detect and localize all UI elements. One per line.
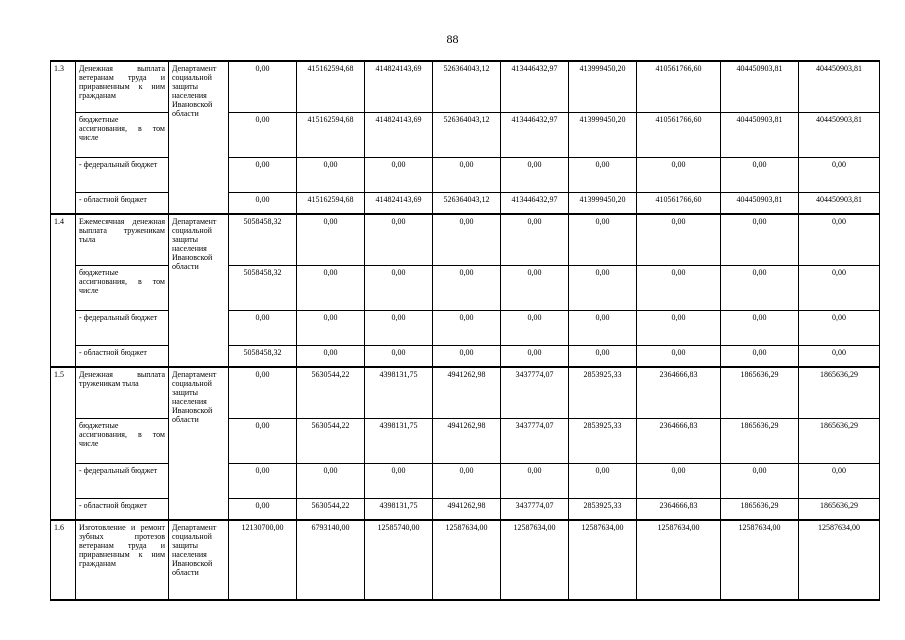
amount-cell: 5058458,32 — [229, 214, 297, 265]
amount-cell: 0,00 — [569, 463, 637, 498]
amount-cell: 1865636,29 — [799, 367, 880, 418]
measure-name: Ежемесячная денежная выплата труженикам тыла — [76, 214, 169, 265]
funding-source-label: - федеральный бюджет — [76, 463, 169, 498]
row-number: 1.6 — [51, 520, 76, 600]
amount-cell: 5630544,22 — [297, 498, 365, 520]
amount-cell: 12587634,00 — [433, 520, 501, 600]
measure-name: Денежная выплата ветеранам труда и приравненным к ним гражданам — [76, 61, 169, 112]
amount-cell: 526364043,12 — [433, 112, 501, 157]
amount-cell: 404450903,81 — [721, 61, 799, 112]
amount-cell: 0,00 — [569, 310, 637, 345]
measure-name: Денежная выплата труженикам тыла — [76, 367, 169, 418]
row-number: 1.3 — [51, 61, 76, 214]
budget-table — [50, 60, 880, 601]
amount-cell: 0,00 — [433, 214, 501, 265]
amount-cell: 1865636,29 — [799, 418, 880, 463]
amount-cell: 0,00 — [501, 310, 569, 345]
amount-cell: 0,00 — [637, 214, 721, 265]
funding-source-label: - федеральный бюджет — [76, 310, 169, 345]
amount-cell: 2853925,33 — [569, 418, 637, 463]
amount-cell: 0,00 — [297, 310, 365, 345]
amount-cell: 0,00 — [637, 265, 721, 310]
amount-cell: 0,00 — [433, 345, 501, 367]
amount-cell: 413999450,20 — [569, 112, 637, 157]
amount-cell: 0,00 — [721, 157, 799, 192]
amount-cell: 0,00 — [297, 345, 365, 367]
amount-cell: 0,00 — [229, 61, 297, 112]
amount-cell: 526364043,12 — [433, 61, 501, 112]
amount-cell: 1865636,29 — [721, 418, 799, 463]
funding-source-label: - областной бюджет — [76, 345, 169, 367]
funding-source-label: - областной бюджет — [76, 498, 169, 520]
amount-cell: 2853925,33 — [569, 498, 637, 520]
amount-cell: 0,00 — [365, 214, 433, 265]
amount-cell: 0,00 — [229, 192, 297, 214]
amount-cell: 12130700,00 — [229, 520, 297, 600]
responsible-department: Департамент социальной защиты населения Ивановской области — [169, 214, 229, 367]
amount-cell: 0,00 — [569, 265, 637, 310]
amount-cell: 0,00 — [637, 310, 721, 345]
amount-cell: 415162594,68 — [297, 61, 365, 112]
amount-cell: 0,00 — [229, 112, 297, 157]
amount-cell: 0,00 — [721, 345, 799, 367]
amount-cell: 0,00 — [229, 367, 297, 418]
amount-cell: 410561766,60 — [637, 61, 721, 112]
amount-cell: 413446432,97 — [501, 112, 569, 157]
amount-cell: 1865636,29 — [799, 498, 880, 520]
table-row — [51, 61, 880, 112]
amount-cell: 0,00 — [297, 265, 365, 310]
amount-cell: 5630544,22 — [297, 367, 365, 418]
amount-cell: 0,00 — [799, 214, 880, 265]
amount-cell: 2853925,33 — [569, 367, 637, 418]
amount-cell: 0,00 — [229, 157, 297, 192]
amount-cell: 415162594,68 — [297, 112, 365, 157]
amount-cell: 0,00 — [721, 214, 799, 265]
amount-cell: 404450903,81 — [721, 112, 799, 157]
amount-cell: 1865636,29 — [721, 498, 799, 520]
funding-source-label: бюджетные ассигнования, в том числе — [76, 418, 169, 463]
amount-cell: 1865636,29 — [721, 367, 799, 418]
measure-name: Изготовление и ремонт зубных протезов ветеранам труда и приравненным к ним гражданам — [76, 520, 169, 600]
funding-source-label: - федеральный бюджет — [76, 157, 169, 192]
amount-cell: 404450903,81 — [799, 192, 880, 214]
amount-cell: 2364666,83 — [637, 498, 721, 520]
amount-cell: 5058458,32 — [229, 345, 297, 367]
amount-cell: 0,00 — [365, 345, 433, 367]
table-row — [51, 214, 880, 265]
amount-cell: 0,00 — [433, 310, 501, 345]
page-number: 88 — [446, 32, 459, 46]
amount-cell: 413446432,97 — [501, 192, 569, 214]
amount-cell: 414824143,69 — [365, 192, 433, 214]
amount-cell: 404450903,81 — [799, 112, 880, 157]
amount-cell: 0,00 — [637, 463, 721, 498]
amount-cell: 0,00 — [433, 157, 501, 192]
amount-cell: 0,00 — [799, 310, 880, 345]
amount-cell: 0,00 — [799, 463, 880, 498]
row-number: 1.5 — [51, 367, 76, 520]
amount-cell: 0,00 — [721, 310, 799, 345]
amount-cell: 0,00 — [501, 265, 569, 310]
amount-cell: 0,00 — [433, 265, 501, 310]
amount-cell: 12587634,00 — [501, 520, 569, 600]
amount-cell: 2364666,83 — [637, 367, 721, 418]
amount-cell: 0,00 — [569, 157, 637, 192]
amount-cell: 12585740,00 — [365, 520, 433, 600]
amount-cell: 413999450,20 — [569, 61, 637, 112]
amount-cell: 0,00 — [297, 463, 365, 498]
amount-cell: 0,00 — [637, 157, 721, 192]
amount-cell: 5058458,32 — [229, 265, 297, 310]
amount-cell: 0,00 — [365, 310, 433, 345]
amount-cell: 2364666,83 — [637, 418, 721, 463]
amount-cell: 6793140,00 — [297, 520, 365, 600]
amount-cell: 0,00 — [721, 463, 799, 498]
amount-cell: 526364043,12 — [433, 192, 501, 214]
amount-cell: 414824143,69 — [365, 61, 433, 112]
amount-cell: 3437774,07 — [501, 367, 569, 418]
amount-cell: 0,00 — [501, 345, 569, 367]
funding-source-label: бюджетные ассигнования, в том числе — [76, 265, 169, 310]
amount-cell: 414824143,69 — [365, 112, 433, 157]
amount-cell: 12587634,00 — [637, 520, 721, 600]
amount-cell: 3437774,07 — [501, 498, 569, 520]
amount-cell: 0,00 — [229, 310, 297, 345]
responsible-department: Департамент социальной защиты населения Ивановской области — [169, 367, 229, 520]
amount-cell: 0,00 — [229, 463, 297, 498]
amount-cell: 0,00 — [501, 463, 569, 498]
amount-cell: 5630544,22 — [297, 418, 365, 463]
amount-cell: 413999450,20 — [569, 192, 637, 214]
table-row — [51, 367, 880, 418]
amount-cell: 0,00 — [569, 214, 637, 265]
amount-cell: 0,00 — [297, 157, 365, 192]
amount-cell: 0,00 — [799, 157, 880, 192]
amount-cell: 4941262,98 — [433, 418, 501, 463]
amount-cell: 4941262,98 — [433, 498, 501, 520]
table-row — [51, 520, 880, 600]
amount-cell: 4398131,75 — [365, 498, 433, 520]
table-body — [51, 61, 880, 600]
amount-cell: 0,00 — [501, 157, 569, 192]
amount-cell: 415162594,68 — [297, 192, 365, 214]
amount-cell: 0,00 — [229, 418, 297, 463]
amount-cell: 410561766,60 — [637, 192, 721, 214]
amount-cell: 410561766,60 — [637, 112, 721, 157]
amount-cell: 413446432,97 — [501, 61, 569, 112]
row-number: 1.4 — [51, 214, 76, 367]
amount-cell: 0,00 — [799, 265, 880, 310]
amount-cell: 0,00 — [569, 345, 637, 367]
amount-cell: 0,00 — [365, 157, 433, 192]
amount-cell: 0,00 — [799, 345, 880, 367]
funding-source-label: бюджетные ассигнования, в том числе — [76, 112, 169, 157]
amount-cell: 4941262,98 — [433, 367, 501, 418]
amount-cell: 0,00 — [637, 345, 721, 367]
amount-cell: 12587634,00 — [569, 520, 637, 600]
responsible-department: Департамент социальной защиты населения Ивановской области — [169, 61, 229, 214]
amount-cell: 0,00 — [721, 265, 799, 310]
amount-cell: 12587634,00 — [721, 520, 799, 600]
amount-cell: 4398131,75 — [365, 367, 433, 418]
amount-cell: 4398131,75 — [365, 418, 433, 463]
amount-cell: 404450903,81 — [721, 192, 799, 214]
amount-cell: 3437774,07 — [501, 418, 569, 463]
amount-cell: 404450903,81 — [799, 61, 880, 112]
responsible-department: Департамент социальной защиты населения Ивановской области — [169, 520, 229, 600]
amount-cell: 0,00 — [365, 265, 433, 310]
amount-cell: 0,00 — [433, 463, 501, 498]
amount-cell: 0,00 — [501, 214, 569, 265]
amount-cell: 12587634,00 — [799, 520, 880, 600]
amount-cell: 0,00 — [297, 214, 365, 265]
funding-source-label: - областной бюджет — [76, 192, 169, 214]
amount-cell: 0,00 — [229, 498, 297, 520]
amount-cell: 0,00 — [365, 463, 433, 498]
